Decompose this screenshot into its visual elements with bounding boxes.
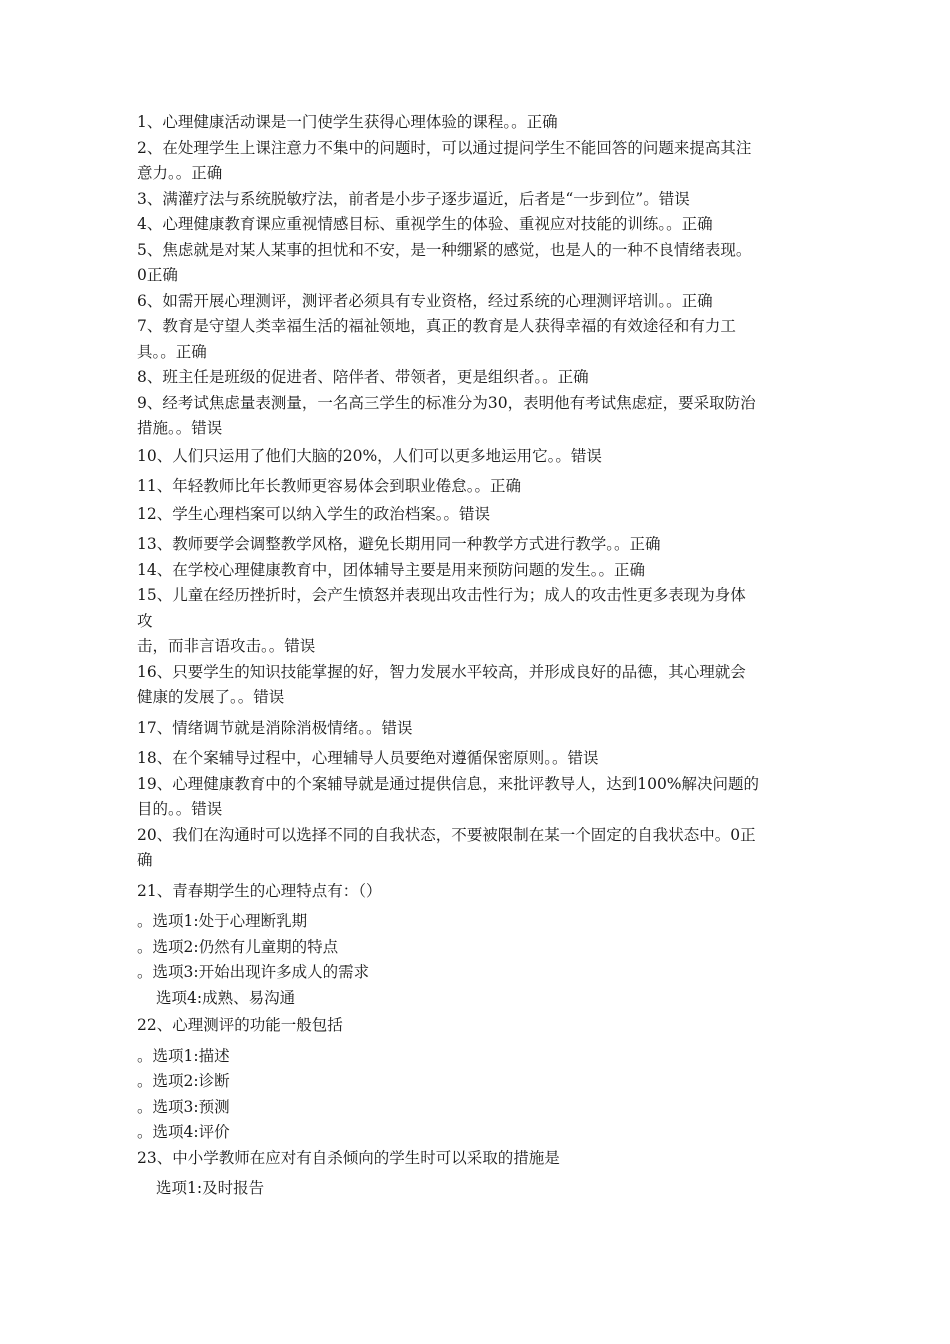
question-11: 11、年轻教师比年长教师更容易体会到职业倦怠。。正确: [137, 477, 521, 495]
option-22-1: 。选项1:描述: [137, 1046, 230, 1065]
question-5: 5、焦虑就是对某人某事的担忧和不安，是一种绷紧的感觉，也是人的一种不良情绪表现。: [137, 240, 752, 259]
question-2: 2、在处理学生上课注意力不集中的问题时，可以通过提问学生不能回答的问题来提高其注: [137, 138, 752, 157]
question-15-cont-2: 击，而非言语攻击。。错误: [137, 637, 316, 655]
question-19: 19、心理健康教育中的个案辅导就是通过提供信息，来批评教导人，达到100%解决问题的: [137, 774, 760, 793]
question-10: 10、人们只运用了他们大脑的20%，人们可以更多地运用它。。错误: [137, 446, 602, 465]
option-23-1: 选项1:及时报告: [156, 1179, 265, 1197]
question-12: 12、学生心理档案可以纳入学生的政治档案。。错误: [137, 504, 490, 523]
question-2-cont: 意力。。正确: [137, 164, 223, 182]
question-16-cont: 健康的发展了。。错误: [137, 688, 285, 706]
question-6: 6、如需开展心理测评，测评者必须具有专业资格，经过系统的心理测评培训。。正确: [137, 291, 713, 310]
question-8: 8、班主任是班级的促进者、陪伴者、带领者，更是组织者。。正确: [137, 368, 589, 386]
question-20: 20、我们在沟通时可以选择不同的自我状态，不要被限制在某一个固定的自我状态中。0正: [137, 825, 756, 844]
option-21-1: 。选项1:处于心理断乳期: [137, 912, 308, 930]
question-18: 18、在个案辅导过程中，心理辅导人员要绝对遵循保密原则。。错误: [137, 749, 599, 767]
question-7: 7、教育是守望人类幸福生活的福祉领地，真正的教育是人获得幸福的有效途径和有力工: [137, 317, 736, 335]
question-4: 4、心理健康教育课应重视情感目标、重视学生的体验、重视应对技能的训练。。正确: [137, 215, 713, 233]
question-19-cont: 目的。。错误: [137, 800, 223, 818]
question-7-cont: 具。。正确: [137, 342, 207, 361]
question-15-cont: 攻: [137, 611, 153, 630]
question-3: 3、满灌疗法与系统脱敏疗法，前者是小步子逐步逼近，后者是“一步到位”。错误: [137, 189, 690, 208]
question-21: 21、青春期学生的心理特点有：（）: [137, 881, 382, 900]
question-5-cont: 0正确: [137, 266, 178, 284]
question-9: 9、经考试焦虑量表测量，一名高三学生的标准分为30，表明他有考试焦虑症，要采取防治: [137, 393, 756, 412]
question-9-cont: 措施。。错误: [137, 419, 223, 437]
question-20-cont: 确: [137, 851, 153, 869]
option-22-3: 。选项3:预测: [137, 1097, 230, 1116]
question-22: 22、心理测评的功能一般包括: [137, 1016, 343, 1034]
option-22-4: 。选项4:评价: [137, 1123, 230, 1141]
question-13: 13、教师要学会调整教学风格，避免长期用同一种教学方式进行教学。。正确: [137, 535, 661, 553]
question-1: 1、心理健康活动课是一门使学生获得心理体验的课程。。正确: [137, 113, 558, 131]
option-21-3: 。选项3:开始出现许多成人的需求: [137, 963, 370, 981]
option-21-2: 。选项2:仍然有儿童期的特点: [137, 937, 339, 956]
question-23: 23、中小学教师在应对有自杀倾向的学生时可以采取的措施是: [137, 1148, 560, 1167]
question-14: 14、在学校心理健康教育中，团体辅导主要是用来预防问题的发生。。正确: [137, 560, 645, 579]
document-page: [137, 110, 817, 1202]
option-21-4: 选项4:成熟、易沟通: [156, 988, 296, 1007]
question-16: 16、只要学生的知识技能掌握的好，智力发展水平较高，并形成良好的品德，其心理就会: [137, 662, 746, 681]
question-15: 15、儿童在经历挫折时，会产生愤怒并表现出攻击性行为；成人的攻击性更多表现为身体: [137, 586, 746, 604]
option-22-2: 。选项2:诊断: [137, 1072, 230, 1090]
question-17: 17、情绪调节就是消除消极情绪。。错误: [137, 718, 413, 737]
